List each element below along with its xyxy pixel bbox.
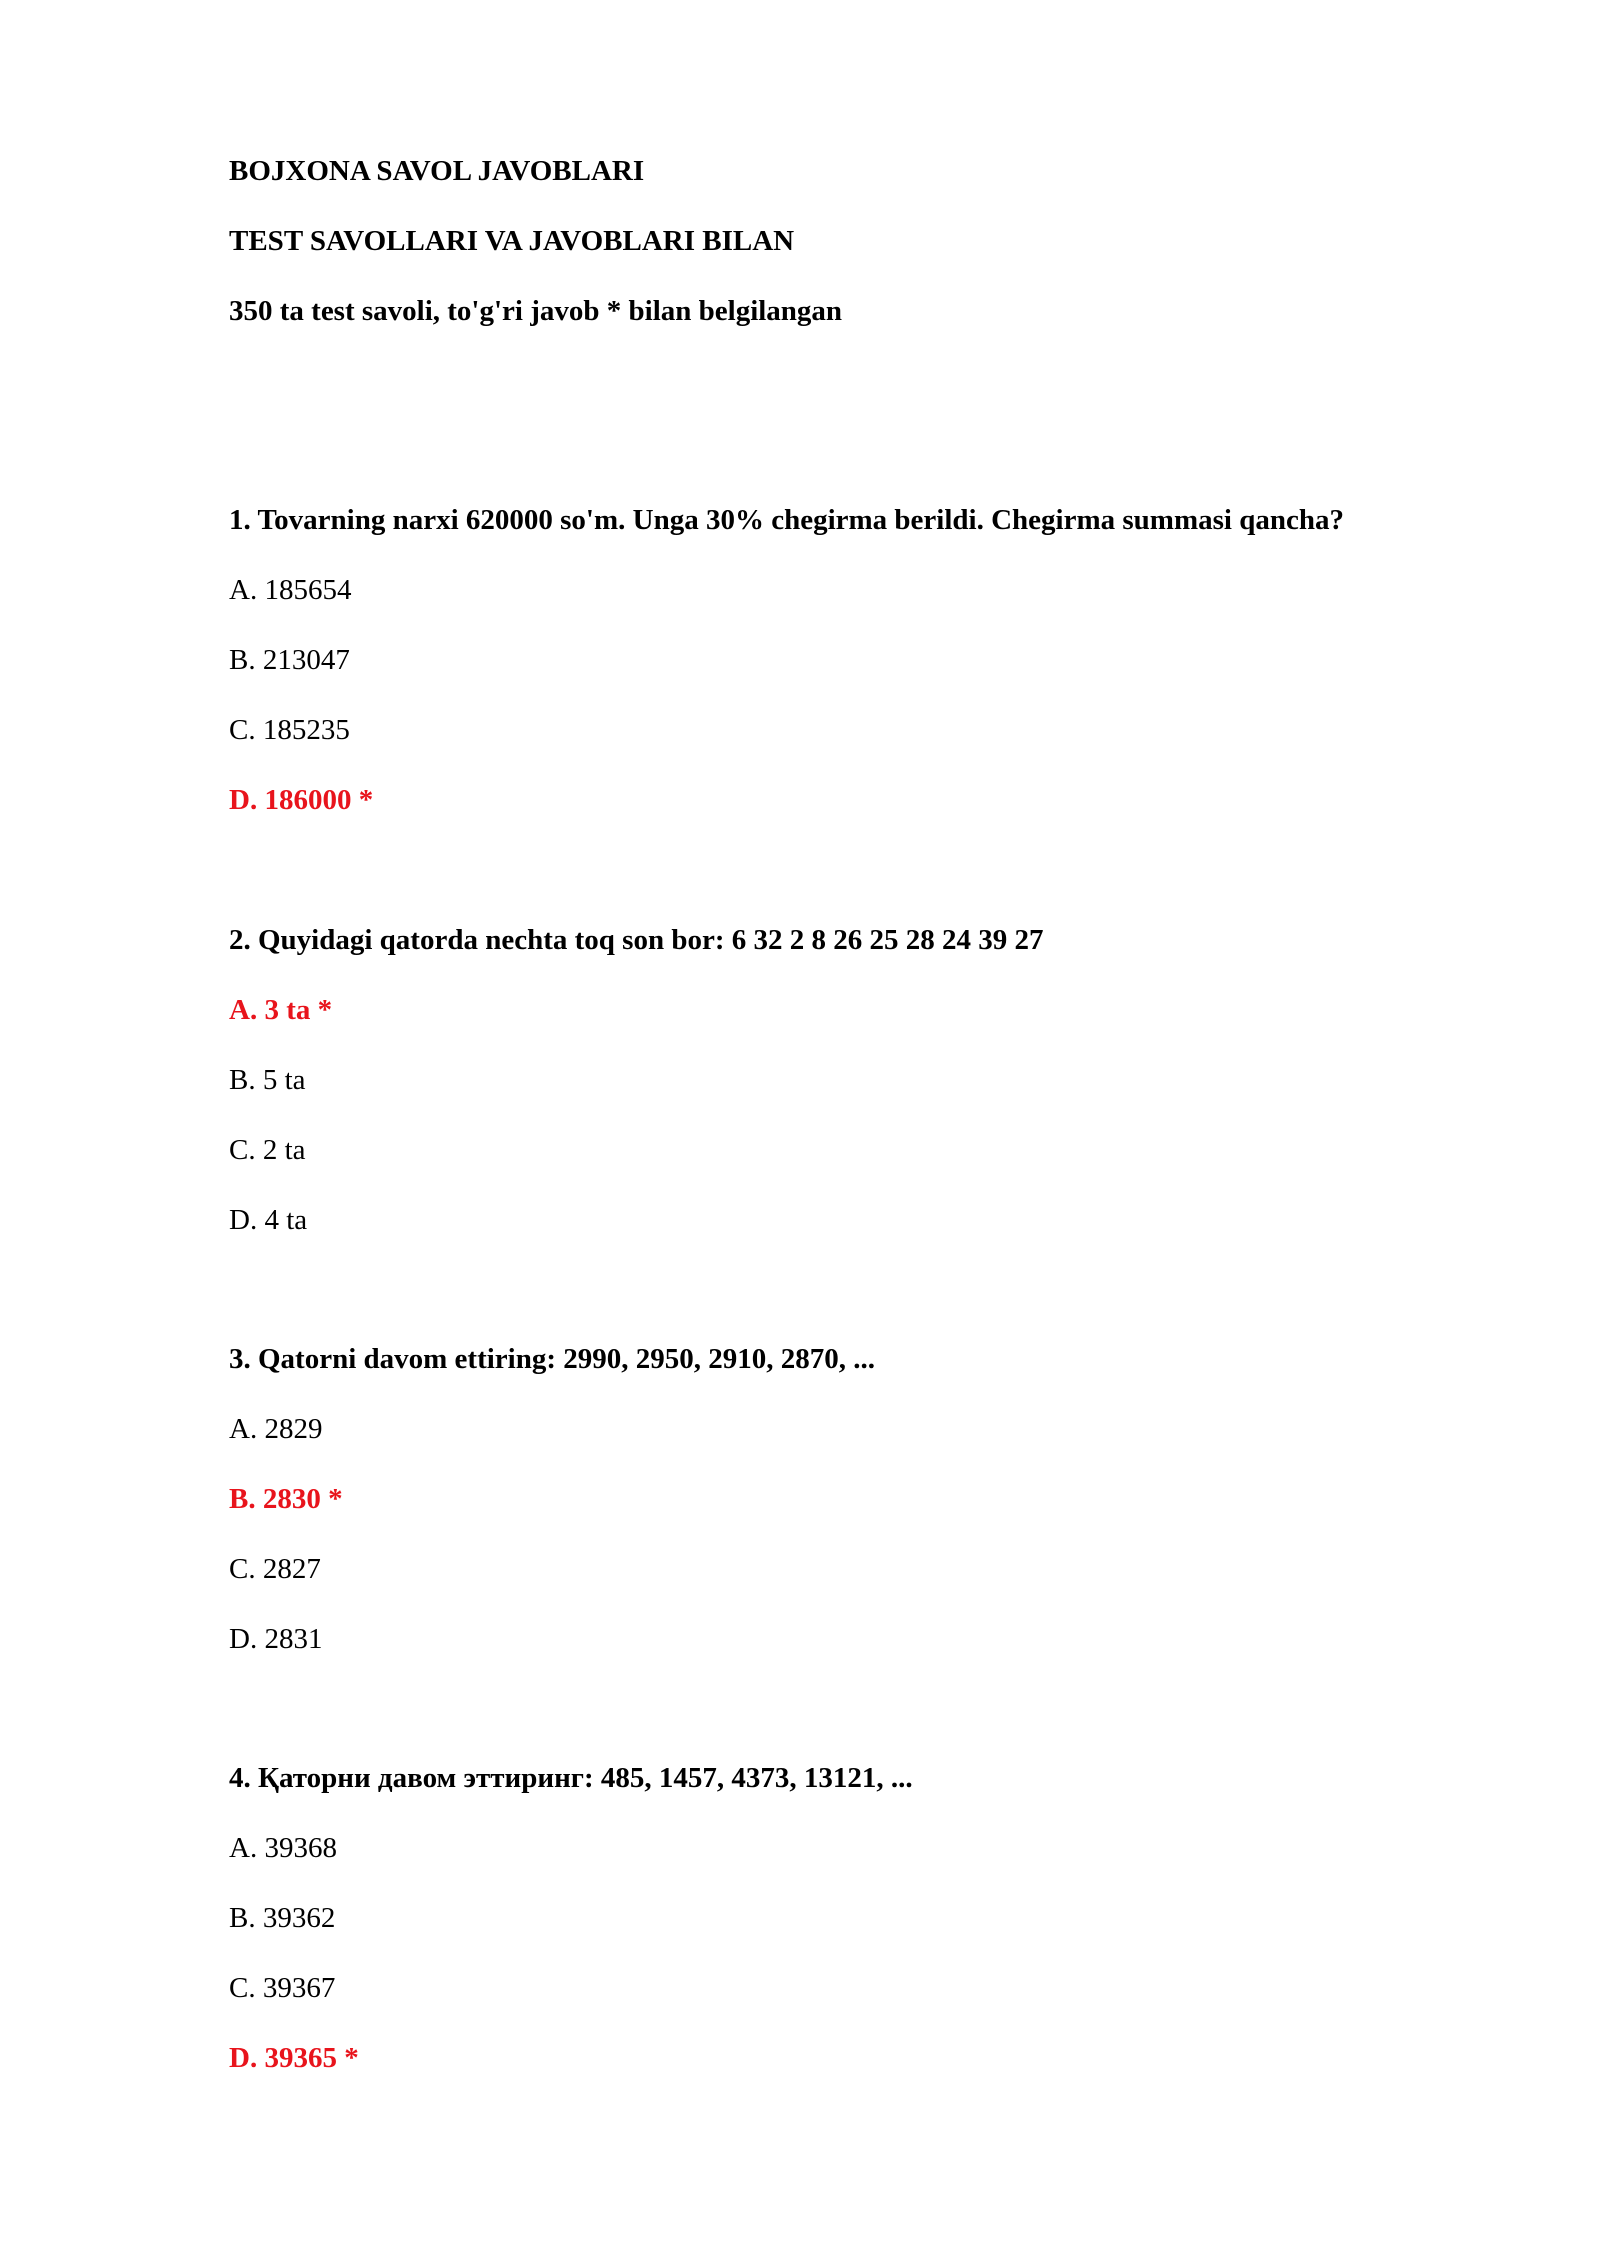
question-3-option-b-correct: B. 2830 * (229, 1483, 343, 1515)
question-3-option-c: C. 2827 (229, 1553, 321, 1585)
question-1-option-d-correct: D. 186000 * (229, 784, 374, 816)
question-3-option-a: A. 2829 (229, 1413, 323, 1445)
question-1-option-a: A. 185654 (229, 574, 352, 606)
question-1-option-b: B. 213047 (229, 644, 350, 676)
question-1-text: 1. Tovarning narxi 620000 so'm. Unga 30% chegirma berildi. Chegirma summasi qancha? (229, 504, 1344, 536)
question-2-option-c: C. 2 ta (229, 1134, 306, 1166)
document-title: BOJXONA SAVOL JAVOBLARI (229, 155, 645, 187)
question-3-text: 3. Qatorni davom ettiring: 2990, 2950, 2910, 2870, ... (229, 1343, 876, 1375)
question-1-option-c: C. 185235 (229, 714, 350, 746)
question-2-text: 2. Quyidagi qatorda nechta toq son bor: 6 32 2 8 26 25 28 24 39 27 (229, 924, 1044, 956)
question-4-option-c: C. 39367 (229, 1972, 336, 2004)
document-subtitle: TEST SAVOLLARI VA JAVOBLARI BILAN (229, 225, 795, 257)
question-3-option-d: D. 2831 (229, 1623, 323, 1655)
question-2-option-a-correct: A. 3 ta * (229, 994, 333, 1026)
question-4-option-d-correct: D. 39365 * (229, 2042, 359, 2074)
question-4-text: 4. Қаторни давом эттиринг: 485, 1457, 4373, 13121, ... (229, 1762, 913, 1794)
question-4-option-b: B. 39362 (229, 1902, 336, 1934)
question-2-option-d: D. 4 ta (229, 1204, 308, 1236)
question-4-option-a: A. 39368 (229, 1832, 337, 1864)
question-2-option-b: B. 5 ta (229, 1064, 306, 1096)
document-note: 350 ta test savoli, to'g'ri javob * bilan belgilangan (229, 295, 843, 327)
